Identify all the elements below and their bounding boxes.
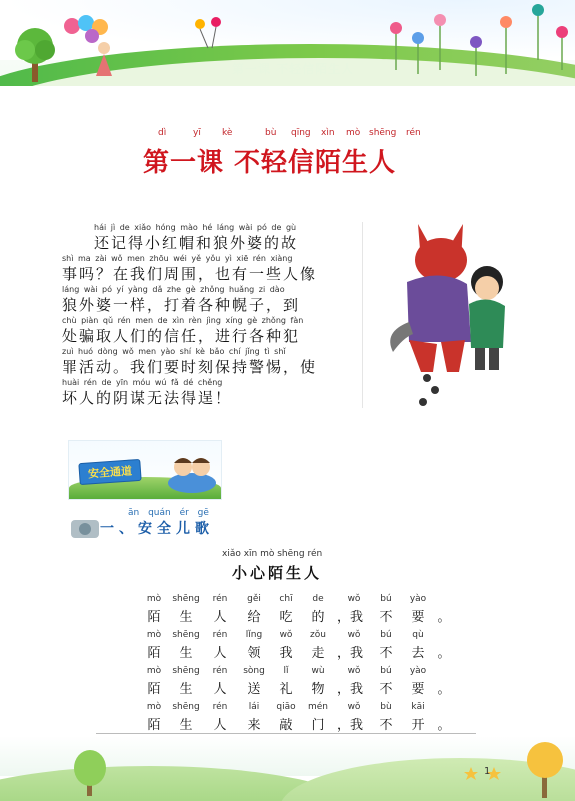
title-pinyin — [143, 128, 433, 142]
girl-illustration — [92, 40, 116, 76]
footer-tree-illustration — [60, 746, 120, 796]
poem-pinyin-syllable: qiāo — [276, 702, 296, 712]
poem-pinyin-syllable: wǒ — [347, 666, 361, 676]
footer-tree-illustration — [520, 738, 570, 798]
poem-char: 不 — [379, 610, 393, 625]
poem-pinyin-syllable: sòng — [243, 666, 265, 676]
poem-title-pinyin: xiǎo xīn mò shēng rén — [222, 549, 323, 559]
poem-title: 小心陌生人 — [232, 564, 323, 582]
poem-char: 生 — [179, 682, 193, 697]
poem-char: 人 — [213, 646, 227, 661]
poem-char: 来 — [247, 718, 261, 733]
poem-pinyin-syllable: shēng — [172, 702, 200, 712]
poem-char: 我 — [279, 646, 293, 661]
poem-char: 。 — [437, 682, 451, 697]
poem-char: 陌 — [147, 682, 161, 697]
poem-char: ，我 — [336, 718, 363, 733]
poem-pinyin-syllable: lái — [248, 702, 260, 712]
poem-char: 走 — [311, 646, 325, 661]
poem-pinyin-syllable: rén — [212, 630, 228, 640]
poem-pinyin-syllable: wù — [311, 666, 325, 676]
poem-line-text — [146, 714, 456, 732]
poem-char: 人 — [213, 718, 227, 733]
title-pinyin-syllable: yī — [193, 128, 201, 138]
title-pinyin-syllable: qīng — [291, 128, 311, 138]
poem-pinyin-syllable: lǐ — [283, 666, 289, 676]
poem-pinyin-syllable: shēng — [172, 666, 200, 676]
poem-pinyin-syllable: zǒu — [310, 630, 326, 640]
poem-pinyin-syllable: wǒ — [347, 630, 361, 640]
page-header — [0, 0, 575, 86]
poem-line-pinyin — [146, 666, 456, 678]
poem-char: 敲 — [279, 718, 293, 733]
poem-line — [146, 630, 456, 666]
poem-char: 。 — [437, 610, 451, 625]
poem-pinyin-syllable: yào — [409, 594, 427, 604]
title-pinyin-syllable: rén — [406, 128, 421, 138]
tree-illustration — [12, 26, 58, 82]
intro-text-line: 处骗取人们的信任，进行各种犯 — [62, 327, 301, 345]
section-pinyin: ān quán ér gē — [128, 508, 209, 518]
poem-char: 礼 — [279, 682, 293, 697]
poem-pinyin-syllable: gěi — [247, 594, 261, 604]
poem-char: ，我 — [336, 682, 363, 697]
poem-char: 的 — [311, 610, 325, 625]
intro-text-line: 事吗？在我们周围，也有一些人像 — [62, 265, 318, 283]
lesson-tag: 第一课 不轻信陌生人 — [232, 62, 355, 76]
poem-pinyin-syllable: shēng — [172, 630, 200, 640]
intro-pinyin-line: huài rén de yīn móu wú fǎ dé chěng — [62, 378, 223, 387]
poem-char: 门 — [311, 718, 325, 733]
safety-channel-label: 安全通道 — [78, 459, 141, 485]
title-pinyin-syllable: shēng — [369, 128, 397, 138]
poem-line-pinyin — [146, 630, 456, 642]
poem-pinyin-syllable: rén — [212, 594, 228, 604]
poem-pinyin-syllable: kāi — [411, 702, 425, 712]
intro-text-line: 还记得小红帽和狼外婆的故 — [94, 234, 299, 252]
poem-char: 要 — [411, 682, 425, 697]
poem-char: 生 — [179, 610, 193, 625]
poem-char: 陌 — [147, 610, 161, 625]
wolf-and-child-illustration — [362, 222, 509, 408]
poem-pinyin-syllable: bù — [380, 702, 392, 712]
poem-body — [146, 594, 456, 738]
poem-char: 陌 — [147, 646, 161, 661]
poem-char: 不 — [379, 718, 393, 733]
poem-pinyin-syllable: lǐng — [245, 630, 263, 640]
flowers-illustration — [190, 14, 230, 50]
poem-pinyin-syllable: rén — [212, 702, 228, 712]
kids-in-car-illustration — [165, 447, 219, 495]
poem-char: 生 — [179, 718, 193, 733]
section-heading-icon — [70, 517, 100, 541]
title-pinyin-syllable: dì — [158, 128, 167, 138]
poem-char: 物 — [311, 682, 325, 697]
poem-pinyin-syllable: yào — [409, 666, 427, 676]
poem-pinyin-syllable: bú — [380, 594, 392, 604]
poem-pinyin-syllable: bú — [380, 666, 392, 676]
poem-pinyin-syllable: mò — [146, 630, 162, 640]
poem-char: 吃 — [279, 610, 293, 625]
intro-pinyin-line: láng wài pó yí yàng dǎ zhe gè zhǒng huǎng zi dào — [62, 285, 285, 294]
poem-pinyin-syllable: wǒ — [347, 594, 361, 604]
poem-pinyin-syllable: wǒ — [279, 630, 293, 640]
poem-pinyin-syllable: shēng — [172, 594, 200, 604]
poem-char: 生 — [179, 646, 193, 661]
poem-char: 。 — [437, 646, 451, 661]
safety-channel-banner — [68, 440, 222, 500]
intro-text-line: 罪活动。我们要时刻保持警惕，使 — [62, 358, 318, 376]
section-title: 一、安全儿歌 — [100, 521, 214, 537]
poem-char: 不 — [379, 646, 393, 661]
poem-line-text — [146, 678, 456, 696]
intro-pinyin-line: shì ma zài wǒ men zhōu wéi yě yǒu yì xiē rén xiàng — [62, 254, 293, 263]
poem-char: 去 — [411, 646, 425, 661]
poem-pinyin-syllable: rén — [212, 666, 228, 676]
poem-pinyin-syllable: chī — [279, 594, 293, 604]
poem-char: 给 — [247, 610, 261, 625]
title-pinyin-syllable: kè — [222, 128, 233, 138]
intro-text-line: 坏人的阴谋无法得逞！ — [62, 389, 233, 407]
title-pinyin-syllable: mò — [346, 128, 361, 138]
poem-char: 开 — [411, 718, 425, 733]
intro-paragraph — [62, 222, 362, 408]
poem-char: ，我 — [336, 646, 363, 661]
poem-pinyin-syllable: bú — [380, 630, 392, 640]
poem-char: 领 — [247, 646, 261, 661]
poem-line-text — [146, 606, 456, 624]
poem-line — [146, 594, 456, 630]
poem-char: ，我 — [336, 610, 363, 625]
poem-pinyin-syllable: mò — [146, 702, 162, 712]
poem-char: 人 — [213, 610, 227, 625]
poem-pinyin-syllable: wǒ — [347, 702, 361, 712]
poem-char: 。 — [437, 718, 451, 733]
intro-text-line: 狼外婆一样，打着各种幌子，到 — [62, 296, 301, 314]
poem-char: 人 — [213, 682, 227, 697]
poem-char: 送 — [247, 682, 261, 697]
poem-line-text — [146, 642, 456, 660]
poem-line-pinyin — [146, 594, 456, 606]
poem-char: 不 — [379, 682, 393, 697]
intro-pinyin-line: chù piàn qǔ rén men de xìn rèn jìng xíng gè zhǒng fàn — [62, 316, 304, 325]
poem-char: 要 — [411, 610, 425, 625]
title-pinyin-syllable: xìn — [321, 128, 335, 138]
intro-pinyin-line: hái jì de xiǎo hóng mào hé láng wài pó de gù — [94, 223, 297, 232]
poem-pinyin-syllable: mò — [146, 594, 162, 604]
title-pinyin-syllable: bù — [265, 128, 277, 138]
poem-pinyin-syllable: de — [312, 594, 324, 604]
poem-line — [146, 666, 456, 702]
poem-line-pinyin — [146, 702, 456, 714]
page-number: 1 — [484, 766, 491, 777]
hearts-illustration — [378, 0, 575, 86]
poem-underline — [96, 733, 476, 734]
intro-pinyin-line: zuì huó dòng wǒ men yào shí kè bǎo chí jǐng tì shǐ — [62, 347, 286, 356]
poem-pinyin-syllable: mén — [307, 702, 328, 712]
poem-pinyin-syllable: mò — [146, 666, 162, 676]
poem-pinyin-syllable: qù — [412, 630, 424, 640]
poem-char: 陌 — [147, 718, 161, 733]
title-text: 第一课 不轻信陌生人 — [143, 148, 397, 178]
